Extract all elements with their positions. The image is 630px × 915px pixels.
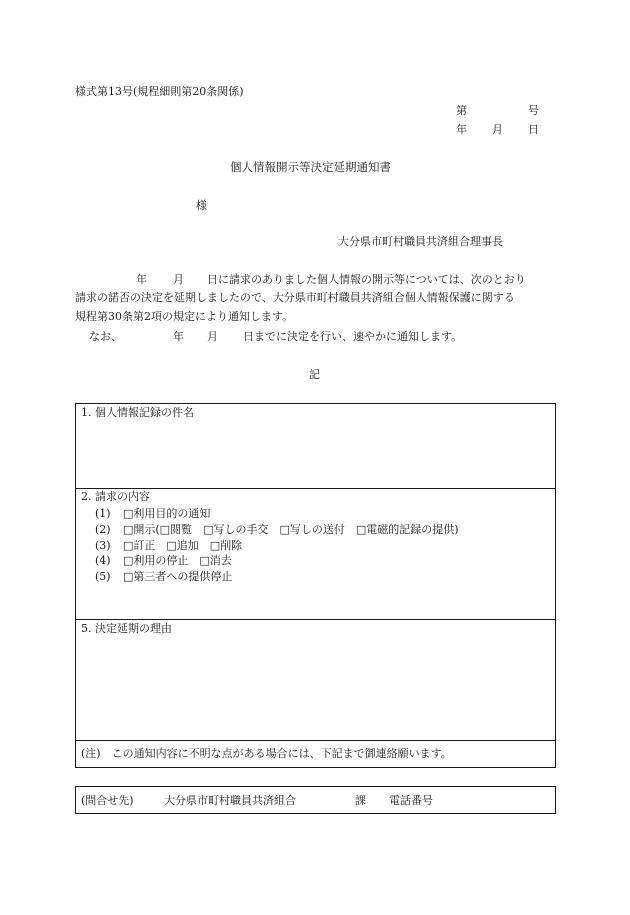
body-line4-year: 年	[173, 330, 184, 343]
request-item-text[interactable]: □第三者への提供停止	[123, 570, 233, 583]
body-line4-month: 月	[207, 330, 218, 343]
body-line4-start: なお、	[89, 330, 122, 343]
date-month: 月	[492, 123, 503, 136]
body-line1-year: 年	[136, 273, 147, 286]
body-line3: 規程第30条第2項の規定により通知します。	[75, 310, 294, 323]
recipient-suffix: 様	[196, 199, 207, 212]
body-line4-rest: 日までに決定を行い、速やかに通知します。	[243, 330, 463, 343]
table-divider	[75, 488, 556, 489]
contact-section: 課	[355, 794, 366, 807]
note-text: (注) この通知内容に不明な点がある場合には、下記まで御連絡願います。	[81, 747, 452, 760]
request-item	[95, 555, 232, 566]
form-table	[75, 403, 556, 768]
request-item-text[interactable]: □訂正 □追加 □削除	[123, 539, 243, 552]
doc-number-prefix: 第	[456, 104, 467, 117]
date-day: 日	[528, 123, 539, 136]
page-title: 個人情報開示等決定延期通知書	[230, 160, 391, 174]
request-item-num: (1)	[95, 507, 111, 520]
request-item	[95, 540, 242, 551]
request-label: 2. 請求の内容	[81, 490, 150, 503]
body-line2: 請求の諾否の決定を延期しましたので、大分県市町村職員共済組合個人情報保護に関する	[75, 291, 515, 304]
contact-label: (問合せ先)	[81, 794, 134, 807]
request-item-num: (4)	[95, 554, 111, 567]
body-line1-rest: 日に請求のありました個人情報の開示等については、次のとおり	[207, 273, 526, 286]
contact-org: 大分県市町村職員共済組合	[164, 794, 296, 807]
request-item-text[interactable]: □利用の停止 □消去	[123, 554, 232, 567]
form-number: 様式第13号(規程細則第20条関係)	[75, 85, 244, 98]
ki-heading: 記	[309, 368, 320, 381]
reason-label: 5. 決定延期の理由	[81, 622, 172, 635]
request-item	[95, 508, 210, 519]
request-item-num: (2)	[95, 523, 111, 536]
date-year: 年	[456, 123, 467, 136]
request-item	[95, 524, 459, 535]
request-item-text[interactable]: □開示(□閲覧 □写しの手交 □写しの送付 □電磁的記録の提供)	[123, 523, 459, 536]
request-item-num: (3)	[95, 539, 111, 552]
doc-number-suffix: 号	[528, 104, 539, 117]
table-divider	[75, 740, 556, 741]
body-line1-month: 月	[173, 273, 184, 286]
request-item-text[interactable]: □利用目的の通知	[123, 507, 211, 520]
sender-name: 大分県市町村職員共済組合理事長	[338, 235, 503, 248]
table-divider	[75, 619, 556, 620]
request-item	[95, 571, 232, 582]
request-item-num: (5)	[95, 570, 111, 583]
contact-box	[75, 786, 556, 814]
contact-phone-label: 電話番号	[389, 794, 433, 807]
record-title-label: 1. 個人情報記録の件名	[81, 406, 194, 419]
